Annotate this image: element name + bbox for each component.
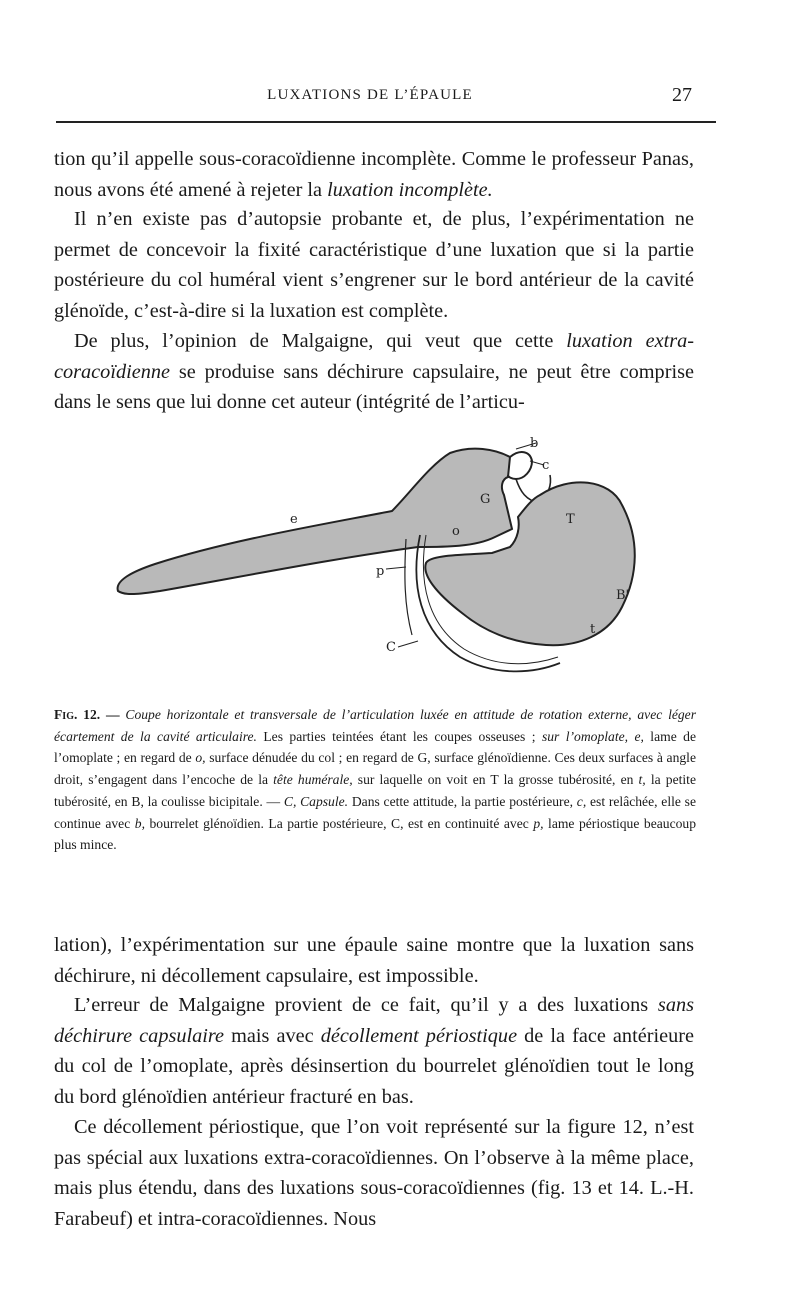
label-t-small: t bbox=[590, 622, 596, 637]
label-o: o bbox=[452, 524, 460, 539]
glenoid-labrum bbox=[508, 452, 532, 479]
label-b: b bbox=[530, 436, 539, 451]
page-number: 27 bbox=[672, 84, 692, 106]
paragraph-2: Il n’en existe pas d’autopsie probante et, de plus, l’expérimentation ne permet de concevoir la fixité caractéristique d’une luxation que si la partie postérieure du col huméral vient s’engrener sur le bord antérieur de la cavité glénoïde, c’est-à-dire si la luxation est complète. bbox=[54, 208, 694, 322]
label-t-big: T bbox=[566, 512, 575, 527]
running-title: LUXATIONS DE L’ÉPAULE bbox=[267, 87, 473, 103]
label-c-small: c bbox=[542, 458, 550, 473]
paragraph-6: Ce décollement périostique, que l’on voit représenté sur la figure 12, n’est pas spécial aux luxations extra-coracoïdiennes. On l’observe à la même place, mais plus étendu, dans des luxations sous-coracoïdiennes (fig. 13 et 14. L.-H. Farabeuf) et intra-coracoïdiennes. Nous bbox=[54, 1116, 694, 1230]
label-p: p bbox=[376, 564, 385, 579]
paragraph-4: lation), l’expérimentation sur une épaule saine montre que la luxation sans déchirure, ni décollement capsulaire, est impossible. bbox=[54, 934, 694, 987]
figure-caption: Fig. 12. — Coupe horizontale et transversale de l’articulation luxée en attitude de rotation externe, avec léger écartement de la cavité articulaire. Les parties teintées étant les coupes osseuses ; sur l’omoplate, e, lame de l’omoplate ; en regard de o, surface dénudée du col ; en regard de G, surface glénoïdienne. Ces deux surfaces à angle droit, s’engagent dans l’encoche de la tête humérale, sur laquelle on voit en T la grosse tubérosité, en t, la petite tubérosité, en B, la coulisse bicipitale. — C, Capsule. Dans cette attitude, la partie postérieure, c, est relâchée, elle se continue avec b, bourrelet glénoïdien. La partie postérieure, C, est en continuité avec p, lame périostique beaucoup plus mince. bbox=[54, 707, 697, 853]
leader-capsule bbox=[398, 641, 418, 647]
paragraph-5: L’erreur de Malgaigne provient de ce fait, qu’il y a des luxations sans déchirure capsulaire mais avec décollement périostique de la face antérieure du col de l’omoplate, après désinsertion du bourrelet glénoïdien tout le long du bord glénoïdien antérieur fracturé en bas. bbox=[54, 994, 694, 1108]
paragraph-3: De plus, l’opinion de Malgaigne, qui veut que cette luxation extra-coracoïdienne se produise sans déchirure capsulaire, ne peut être comprise dans le sens que lui donne cet auteur (intégrité de l’articu- bbox=[54, 330, 695, 413]
label-c-big: C bbox=[386, 640, 396, 655]
label-b-prime: B' bbox=[616, 588, 630, 603]
periosteal-lamina bbox=[405, 539, 412, 635]
header-rule bbox=[56, 121, 716, 123]
paragraph-1: tion qu’il appelle sous-coracoïdienne incomplète. Comme le professeur Panas, nous avons été amené à rejeter la luxation incomplète. bbox=[54, 148, 694, 201]
label-e: e bbox=[290, 512, 298, 527]
figure-12-diagram bbox=[100, 435, 660, 700]
label-g: G bbox=[480, 492, 491, 507]
leader-p bbox=[386, 567, 406, 569]
